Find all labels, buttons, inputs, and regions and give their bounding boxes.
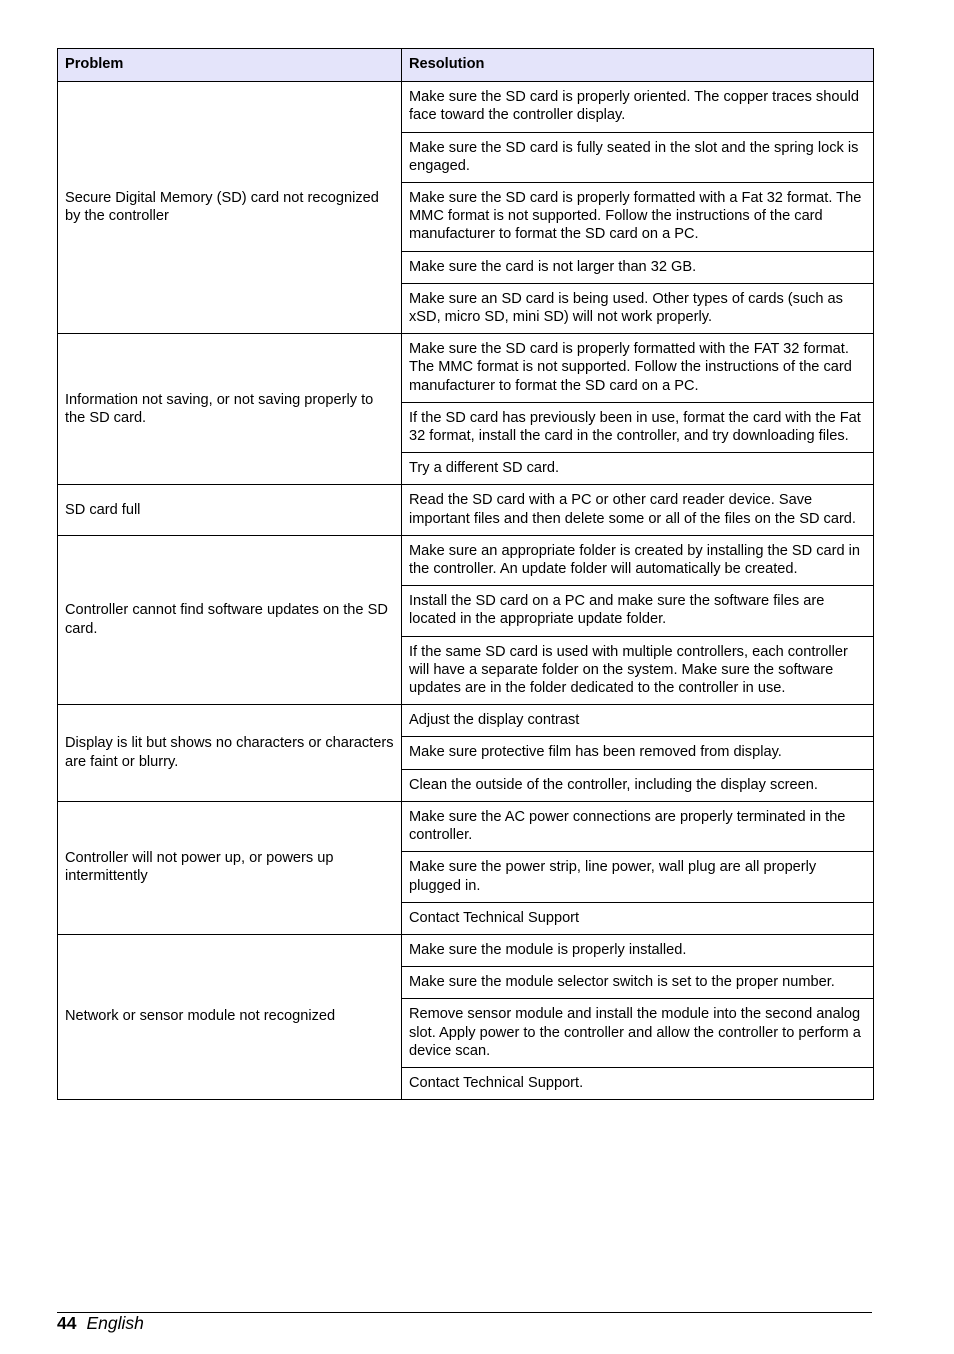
table-row	[58, 801, 874, 851]
problem-cell: Controller cannot find software updates on the SD card.	[58, 535, 402, 704]
resolution-cell: Make sure the SD card is properly formatted with a Fat 32 format. The MMC format is not supported. Follow the instructions of the card manufacturer to format the SD card on a PC.	[402, 183, 874, 252]
table-row	[58, 82, 874, 132]
resolution-cell: Make sure an appropriate folder is created by installing the SD card in the controller. An update folder will automatically be created.	[402, 535, 874, 585]
resolution-cell: Make sure the SD card is properly oriented. The copper traces should face toward the controller display.	[402, 82, 874, 132]
resolution-cell: Make sure the power strip, line power, wall plug are all properly plugged in.	[402, 852, 874, 902]
troubleshooting-table	[57, 48, 874, 1100]
problem-cell: Network or sensor module not recognized	[58, 934, 402, 1099]
resolution-cell: If the same SD card is used with multiple controllers, each controller will have a separate folder on the system. Make sure the software updates are in the folder dedicated to the controller in use.	[402, 636, 874, 705]
resolution-cell: Contact Technical Support.	[402, 1067, 874, 1099]
table-row	[58, 934, 874, 966]
resolution-cell: If the SD card has previously been in use, format the card with the Fat 32 format, install the card in the controller, and try downloading files.	[402, 402, 874, 452]
page-footer	[57, 1312, 144, 1334]
table-body	[58, 82, 874, 1100]
resolution-cell: Contact Technical Support	[402, 902, 874, 934]
problem-cell: Secure Digital Memory (SD) card not recognized by the controller	[58, 82, 402, 334]
resolution-cell: Remove sensor module and install the module into the second analog slot. Apply power to the controller and allow the controller to perform a device scan.	[402, 999, 874, 1068]
problem-column-header: Problem	[58, 49, 402, 82]
resolution-cell: Read the SD card with a PC or other card reader device. Save important files and then delete some or all of the files on the SD card.	[402, 485, 874, 535]
resolution-cell: Clean the outside of the controller, including the display screen.	[402, 769, 874, 801]
table-row	[58, 535, 874, 585]
resolution-cell: Install the SD card on a PC and make sure the software files are located in the appropriate update folder.	[402, 586, 874, 636]
resolution-cell: Make sure the AC power connections are properly terminated in the controller.	[402, 801, 874, 851]
table-row	[58, 334, 874, 403]
resolution-cell: Make sure an SD card is being used. Other types of cards (such as xSD, micro SD, mini SD) will not work properly.	[402, 283, 874, 333]
resolution-cell: Make sure the card is not larger than 32 GB.	[402, 251, 874, 283]
problem-cell: Display is lit but shows no characters or characters are faint or blurry.	[58, 705, 402, 802]
page-number: 44	[57, 1313, 77, 1333]
resolution-cell: Make sure protective film has been removed from display.	[402, 737, 874, 769]
resolution-cell: Make sure the SD card is properly formatted with the FAT 32 format. The MMC format is not supported. Follow the instructions of the card manufacturer to format the SD card on a PC.	[402, 334, 874, 403]
problem-cell: Information not saving, or not saving properly to the SD card.	[58, 334, 402, 485]
resolution-cell: Make sure the module selector switch is set to the proper number.	[402, 967, 874, 999]
footer-divider	[57, 1312, 872, 1313]
problem-cell: SD card full	[58, 485, 402, 535]
resolution-column-header: Resolution	[402, 49, 874, 82]
resolution-cell: Adjust the display contrast	[402, 705, 874, 737]
resolution-cell: Make sure the module is properly installed.	[402, 934, 874, 966]
resolution-cell: Try a different SD card.	[402, 453, 874, 485]
resolution-cell: Make sure the SD card is fully seated in the slot and the spring lock is engaged.	[402, 132, 874, 182]
table-row	[58, 705, 874, 737]
problem-cell: Controller will not power up, or powers up intermittently	[58, 801, 402, 934]
table-row	[58, 485, 874, 535]
footer-language: English	[86, 1313, 144, 1333]
table-header-row	[58, 49, 874, 82]
